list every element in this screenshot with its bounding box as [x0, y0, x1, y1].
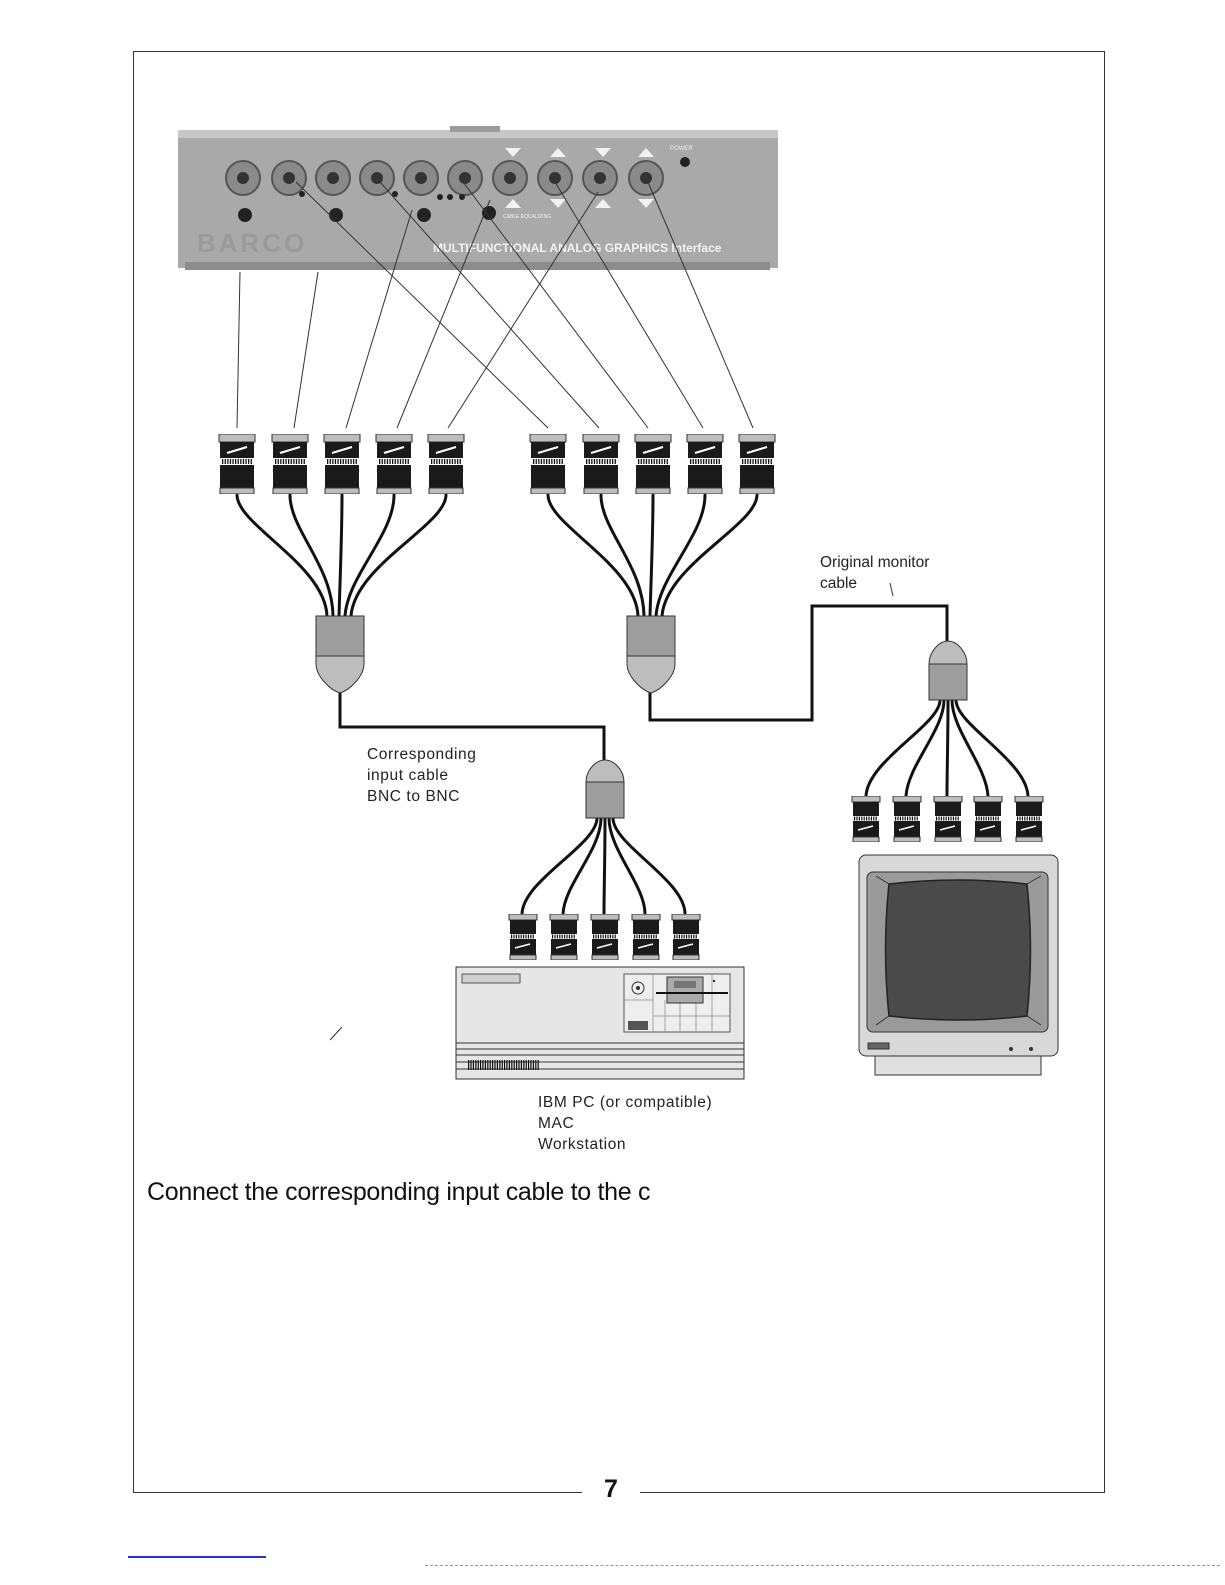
bnc-connector-icon[interactable]	[590, 914, 620, 960]
bnc-connector-icon[interactable]	[851, 796, 881, 842]
bnc-connector-icon[interactable]	[671, 914, 701, 960]
bnc-connector-icon[interactable]	[933, 796, 963, 842]
bnc-connector-group-monitor	[851, 796, 1044, 842]
bnc-connector-icon[interactable]	[973, 796, 1003, 842]
bnc-connector-group-computer	[508, 914, 701, 960]
device-brand: BARCO	[197, 228, 308, 258]
cable-splitter-icon	[586, 760, 624, 818]
barco-interface-unit	[178, 126, 778, 270]
original-monitor-cable-label: Original monitor cable	[820, 554, 930, 592]
page-number: 7	[582, 1472, 640, 1506]
bnc-connector-icon[interactable]	[738, 434, 776, 494]
cable-splitter-icon	[316, 616, 364, 693]
bnc-connector-icon[interactable]	[549, 914, 579, 960]
bnc-connector-icon[interactable]	[1014, 796, 1044, 842]
cable-splitter-icon	[929, 641, 967, 700]
bnc-connector-icon[interactable]	[582, 434, 620, 494]
power-label: POWER	[670, 146, 693, 152]
signal-lines	[237, 182, 893, 1040]
bnc-connector-icon[interactable]	[427, 434, 465, 494]
computer-label: IBM PC (or compatible) MAC Workstation	[538, 1094, 713, 1153]
bnc-connector-icon[interactable]	[686, 434, 724, 494]
bnc-connector-icon[interactable]	[375, 434, 413, 494]
bnc-connector-group-left	[218, 434, 465, 494]
bnc-connector-group-right	[529, 434, 776, 494]
bnc-connector-icon[interactable]	[892, 796, 922, 842]
bnc-connector-icon[interactable]	[323, 434, 361, 494]
bnc-connector-icon[interactable]	[218, 434, 256, 494]
bnc-connector-icon[interactable]	[634, 434, 672, 494]
bnc-connector-icon[interactable]	[271, 434, 309, 494]
corresponding-input-cable-label: Corresponding input cable BNC to BNC	[367, 746, 477, 805]
cable-splitter-icon	[627, 616, 675, 693]
caption-text: Connect the corresponding input cable to the c	[147, 1178, 651, 1206]
bnc-connector-icon[interactable]	[631, 914, 661, 960]
bnc-connector-icon[interactable]	[508, 914, 538, 960]
footer-rule	[425, 1565, 1220, 1566]
footer-link-underline	[128, 1556, 266, 1558]
monitor-icon	[859, 855, 1058, 1075]
cable-equalizing-label: CABLE EQUALIZING	[503, 214, 552, 220]
computer-icon	[456, 967, 744, 1079]
device-model-text: MULTIFUNCTIONAL ANALOG GRAPHICS Interface	[433, 241, 722, 255]
bnc-connector-icon[interactable]	[529, 434, 567, 494]
